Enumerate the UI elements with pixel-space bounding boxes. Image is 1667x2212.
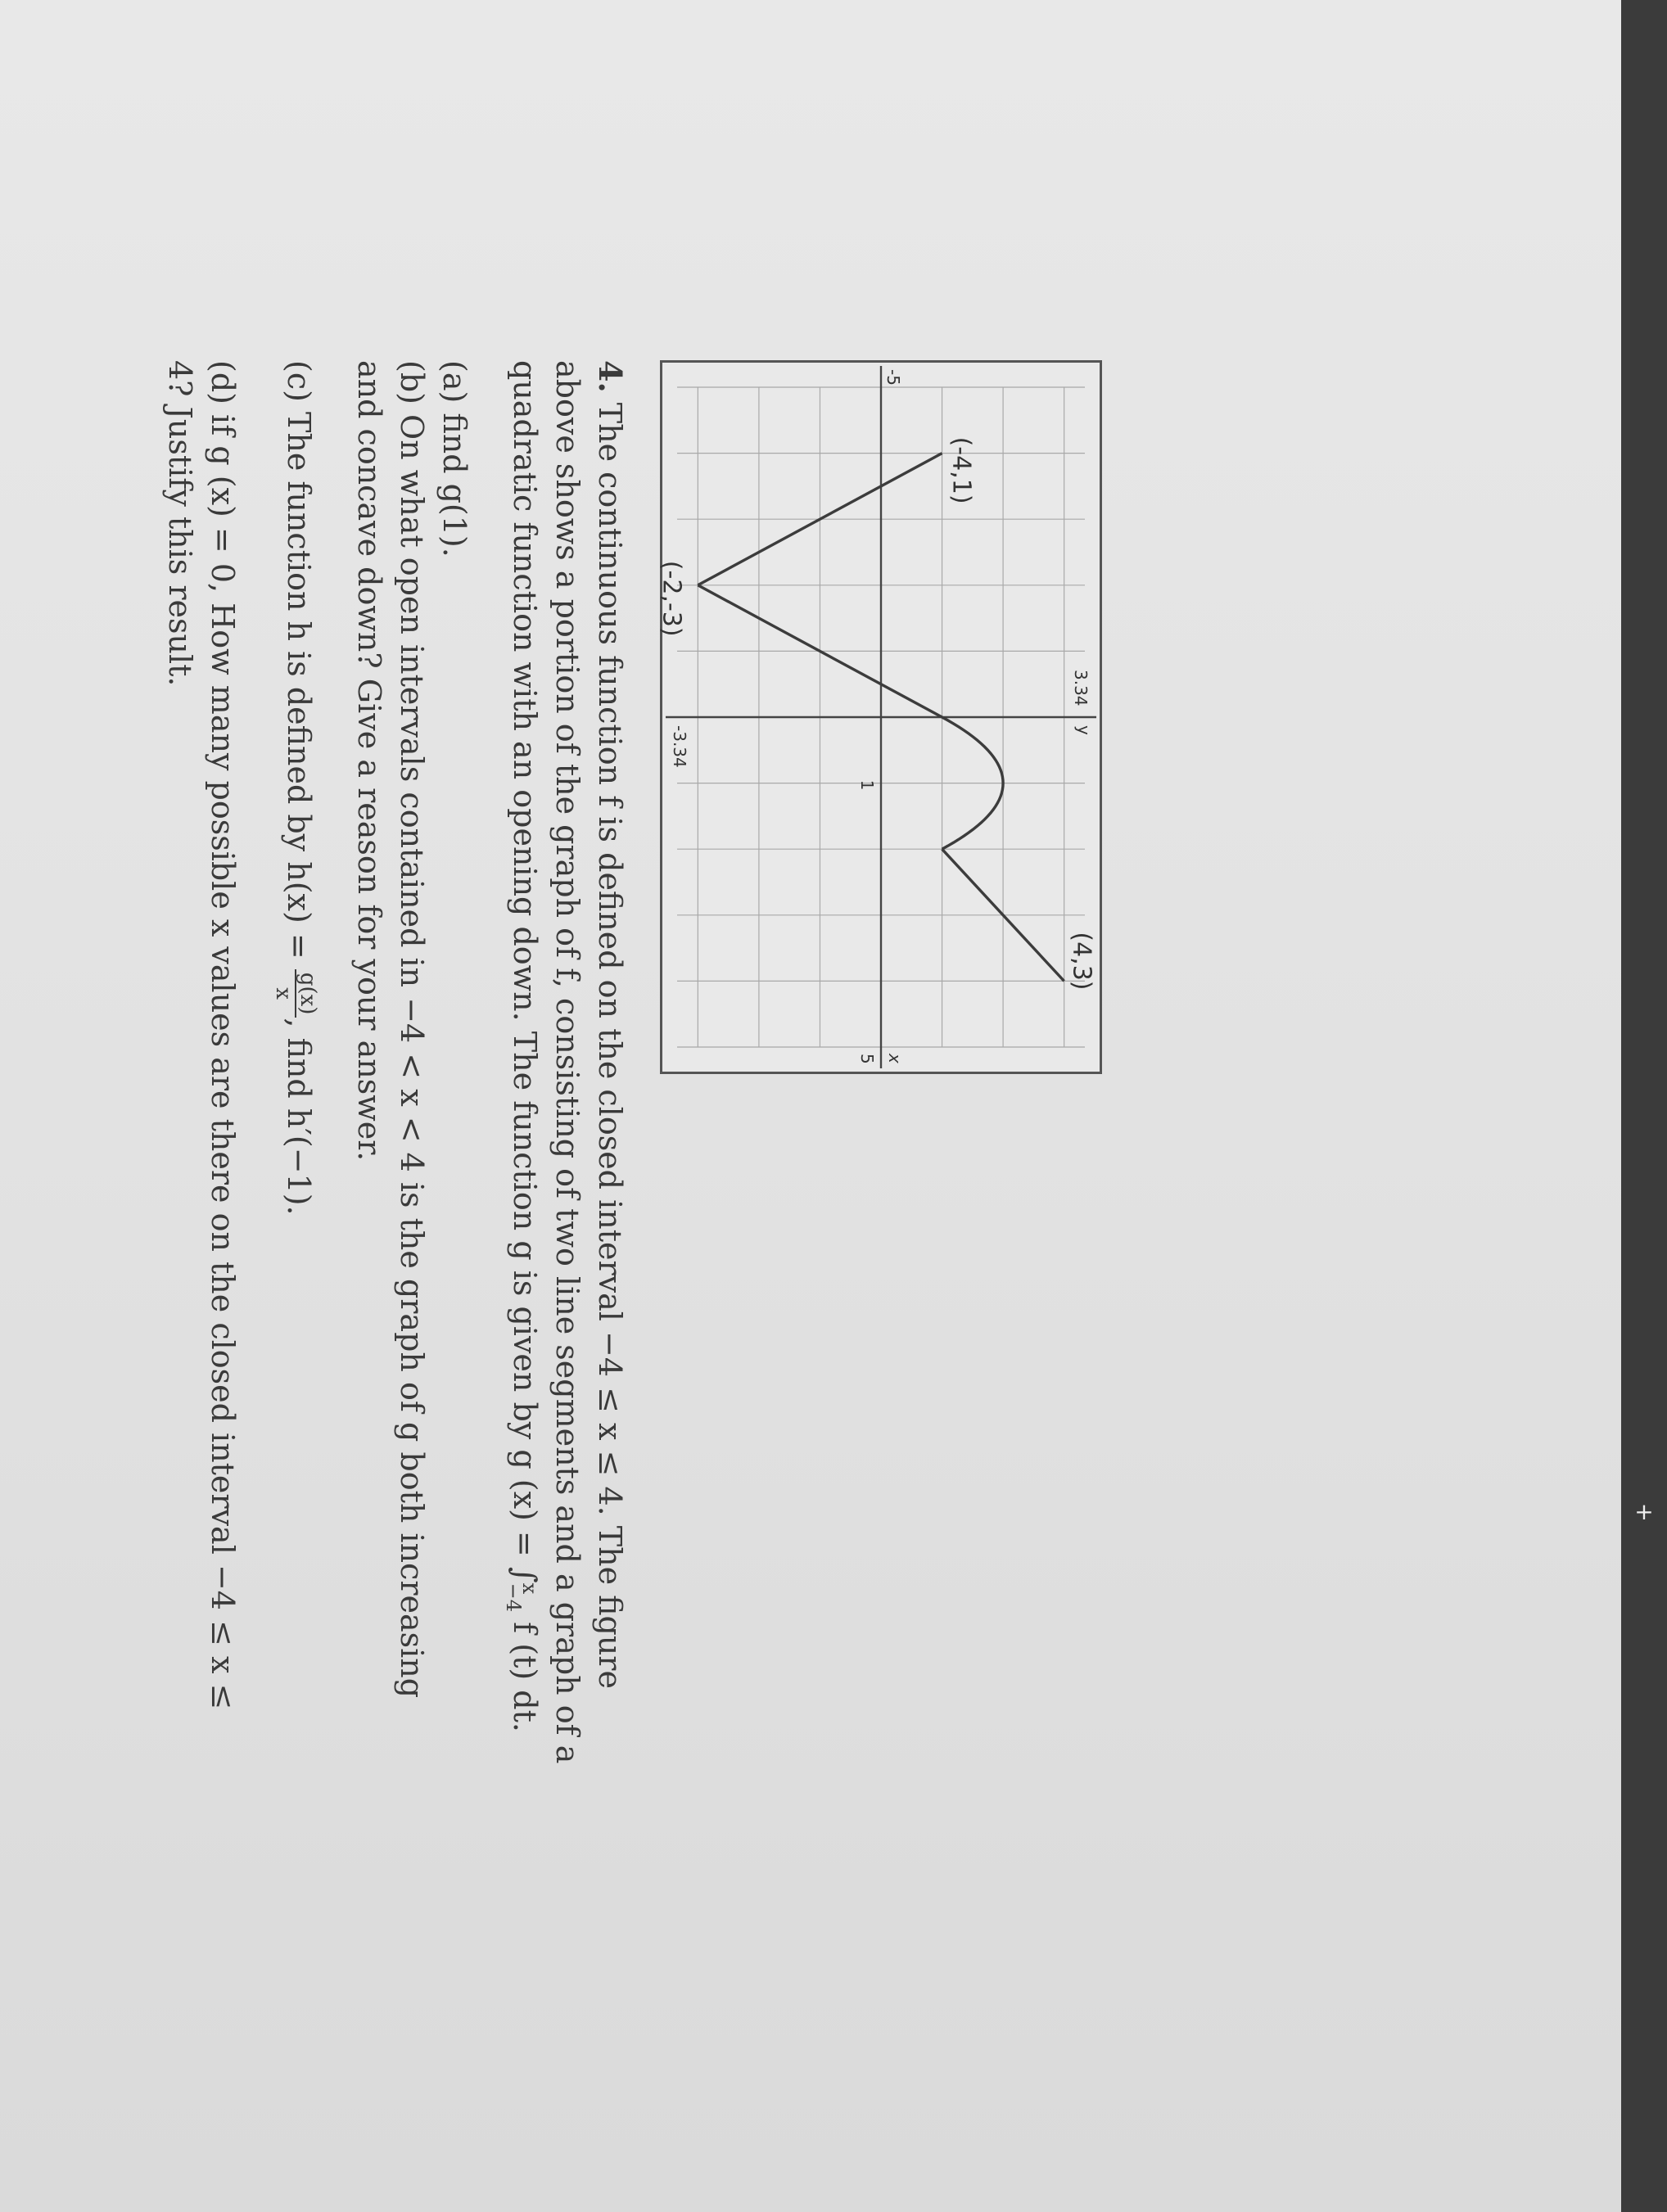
fraction-denominator: x	[271, 987, 296, 1000]
y-min-label: -3.34	[670, 725, 689, 768]
x-axis-label: x	[885, 1054, 905, 1063]
part-c-text: (c) The function h is defined by h(x) =	[281, 360, 317, 959]
y-max-label: 3.34	[1071, 670, 1091, 706]
point-label-neg4-1: (-4,1)	[946, 436, 976, 504]
point-label-neg2-neg3: (-2,-3)	[657, 560, 686, 637]
intro-text-3: quadratic function with an opening down. The function g is given by g (x) = ∫	[507, 360, 543, 1583]
edge-plus-symbol: +	[1634, 1498, 1654, 1525]
part-a: (a) find g(1).	[436, 360, 472, 558]
integral-upper-limit: x	[518, 1582, 542, 1595]
integral-lower-limit: −4	[502, 1582, 526, 1613]
part-c-tail: , find h′(−1).	[281, 1018, 317, 1216]
intro-text-2: above shows a portion of the graph of f, consisting of two line segments and a graph of a	[549, 360, 585, 1764]
point-label-4-3: (4,3)	[1067, 932, 1096, 991]
part-b-line-2: and concave down? Give a reason for your answer.	[351, 360, 387, 1162]
part-d-line-1: (d) if g (x) = 0, How many possible x values are there on the closed interval −4 ≤ x ≤	[205, 360, 242, 1710]
graph-figure	[657, 360, 1102, 1074]
intro-text-3-tail: f (t) dt.	[507, 1612, 543, 1732]
intro-line-3	[504, 360, 546, 2161]
graph-svg	[657, 363, 1100, 1072]
tick-label-one: 1	[857, 779, 877, 791]
part-d-line-2: 4? Justify this result.	[162, 360, 199, 687]
problem-number: 4.	[592, 360, 629, 393]
x-max-label: 5	[857, 1054, 877, 1064]
x-min-label: -5	[883, 369, 903, 386]
problem-text	[160, 360, 632, 2161]
intro-line-1	[589, 360, 631, 2161]
fraction-numerator: g(x)	[296, 969, 320, 1018]
intro-text-1: The continuous function f is defined on the closed interval −4 ≤ x ≤ 4. The figure	[592, 402, 628, 1689]
part-c	[273, 360, 321, 2161]
part-b-line-1: (b) On what open intervals contained in −4 < x < 4 is the graph of g both increasing	[394, 360, 430, 1699]
y-axis-label: y	[1074, 725, 1094, 735]
